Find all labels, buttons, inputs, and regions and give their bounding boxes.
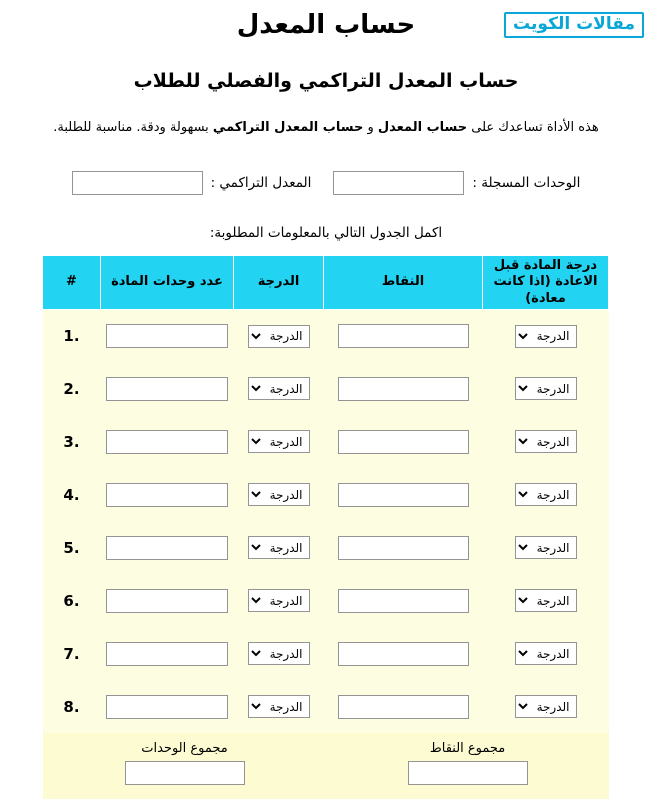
top-fields-row: [0, 171, 652, 195]
cumulative-gpa-input[interactable]: [72, 171, 203, 195]
cell-grade: [234, 627, 324, 680]
grades-table-wrapper: [43, 255, 609, 733]
cell-units: [101, 680, 234, 733]
grade-select[interactable]: [248, 430, 310, 453]
prev-grade-select[interactable]: [515, 325, 577, 348]
prev-grade-select[interactable]: [515, 377, 577, 400]
prev-grade-select[interactable]: [515, 430, 577, 453]
grades-table: [42, 255, 609, 733]
cell-grade: [234, 309, 324, 362]
table-row: [43, 680, 609, 733]
intro-prefix: هذه الأداة تساعدك على: [467, 120, 599, 135]
table-row: [43, 468, 609, 521]
cell-units: [101, 468, 234, 521]
cell-prev-grade: [483, 627, 609, 680]
total-units-label: مجموع الوحدات: [141, 741, 228, 757]
grade-select[interactable]: [248, 642, 310, 665]
table-row: [43, 521, 609, 574]
cell-points: [324, 680, 483, 733]
cell-grade: [234, 574, 324, 627]
total-points-label: مجموع النقاط: [429, 741, 506, 757]
page-subtitle: حساب المعدل التراكمي والفصلي للطلاب: [133, 70, 519, 92]
points-input[interactable]: [338, 695, 469, 719]
cell-points: [324, 521, 483, 574]
points-input[interactable]: [338, 483, 469, 507]
cell-points: [324, 468, 483, 521]
cell-row-index: 2.: [43, 362, 101, 415]
cell-points: [324, 627, 483, 680]
cell-prev-grade: [483, 362, 609, 415]
site-logo: [504, 12, 644, 38]
intro-bold-gpa: حساب المعدل: [377, 120, 468, 135]
cell-units: [101, 309, 234, 362]
cell-row-index: 6.: [43, 574, 101, 627]
units-input[interactable]: [106, 430, 228, 454]
page-title: حساب المعدل: [236, 10, 416, 40]
cell-grade: [234, 468, 324, 521]
registered-units-group: [333, 171, 580, 195]
cell-row-index: 4.: [43, 468, 101, 521]
cell-row-index: 5.: [43, 521, 101, 574]
cell-row-index: 8.: [43, 680, 101, 733]
points-input[interactable]: [338, 642, 469, 666]
grade-select[interactable]: [248, 377, 310, 400]
prev-grade-select[interactable]: [515, 483, 577, 506]
grade-select[interactable]: [248, 589, 310, 612]
cell-grade: [234, 521, 324, 574]
cell-prev-grade: [483, 680, 609, 733]
cell-row-index: 1.: [43, 309, 101, 362]
intro-bold-cumulative: حساب المعدل التراكمي: [212, 120, 364, 135]
grade-select[interactable]: [248, 536, 310, 559]
grade-select[interactable]: [248, 483, 310, 506]
points-input[interactable]: [338, 377, 469, 401]
header-index: #: [43, 256, 101, 310]
header-points: النقاط: [324, 256, 483, 310]
cumulative-gpa-label: المعدل التراكمي :: [210, 175, 312, 191]
table-row: [43, 415, 609, 468]
prev-grade-select[interactable]: [515, 536, 577, 559]
table-row: [43, 309, 609, 362]
units-input[interactable]: [106, 377, 228, 401]
cell-prev-grade: [483, 468, 609, 521]
table-instruction: اكمل الجدول التالي بالمعلومات المطلوبة:: [209, 225, 443, 241]
cell-units: [101, 415, 234, 468]
header-units: عدد وحدات المادة: [101, 256, 234, 310]
cell-points: [324, 574, 483, 627]
cell-units: [101, 574, 234, 627]
table-row: [43, 627, 609, 680]
points-input[interactable]: [338, 324, 469, 348]
cell-grade: [234, 362, 324, 415]
cell-points: [324, 362, 483, 415]
intro-paragraph: [0, 120, 652, 135]
cell-units: [101, 521, 234, 574]
cell-points: [324, 415, 483, 468]
cumulative-gpa-group: [72, 171, 312, 195]
cell-units: [101, 627, 234, 680]
points-input[interactable]: [338, 536, 469, 560]
units-input[interactable]: [106, 642, 228, 666]
intro-middle: و: [363, 120, 378, 135]
table-row: [43, 574, 609, 627]
registered-units-label: الوحدات المسجلة :: [472, 175, 581, 191]
units-input[interactable]: [106, 695, 228, 719]
grade-select[interactable]: [248, 695, 310, 718]
header-grade: الدرجة: [234, 256, 324, 310]
table-row: [43, 362, 609, 415]
cell-prev-grade: [483, 309, 609, 362]
units-input[interactable]: [106, 324, 228, 348]
cell-row-index: 7.: [43, 627, 101, 680]
units-input[interactable]: [106, 483, 228, 507]
intro-suffix: بسهولة ودقة. مناسبة للطلبة.: [53, 120, 213, 135]
total-points-group: [326, 741, 609, 785]
grades-table-body: [43, 309, 609, 733]
grade-select[interactable]: [248, 325, 310, 348]
cell-prev-grade: [483, 521, 609, 574]
total-units-input[interactable]: [125, 761, 245, 785]
registered-units-input[interactable]: [333, 171, 464, 195]
cell-grade: [234, 680, 324, 733]
cell-prev-grade: [483, 415, 609, 468]
points-input[interactable]: [338, 430, 469, 454]
cell-prev-grade: [483, 574, 609, 627]
prev-grade-select[interactable]: [515, 695, 577, 718]
units-input[interactable]: [106, 589, 228, 613]
prev-grade-select[interactable]: [515, 642, 577, 665]
cell-grade: [234, 415, 324, 468]
header-prev-grade: درجة المادة قبل الاعادة (اذا كانت معادة): [483, 256, 609, 310]
totals-row: [43, 733, 609, 799]
cell-points: [324, 309, 483, 362]
cell-row-index: 3.: [43, 415, 101, 468]
prev-grade-select[interactable]: [515, 589, 577, 612]
cell-units: [101, 362, 234, 415]
units-input[interactable]: [106, 536, 228, 560]
total-units-group: [43, 741, 326, 785]
total-points-input[interactable]: [408, 761, 528, 785]
points-input[interactable]: [338, 589, 469, 613]
table-header-row: [43, 256, 609, 310]
site-logo-text: مقالات الكويت: [513, 14, 635, 34]
